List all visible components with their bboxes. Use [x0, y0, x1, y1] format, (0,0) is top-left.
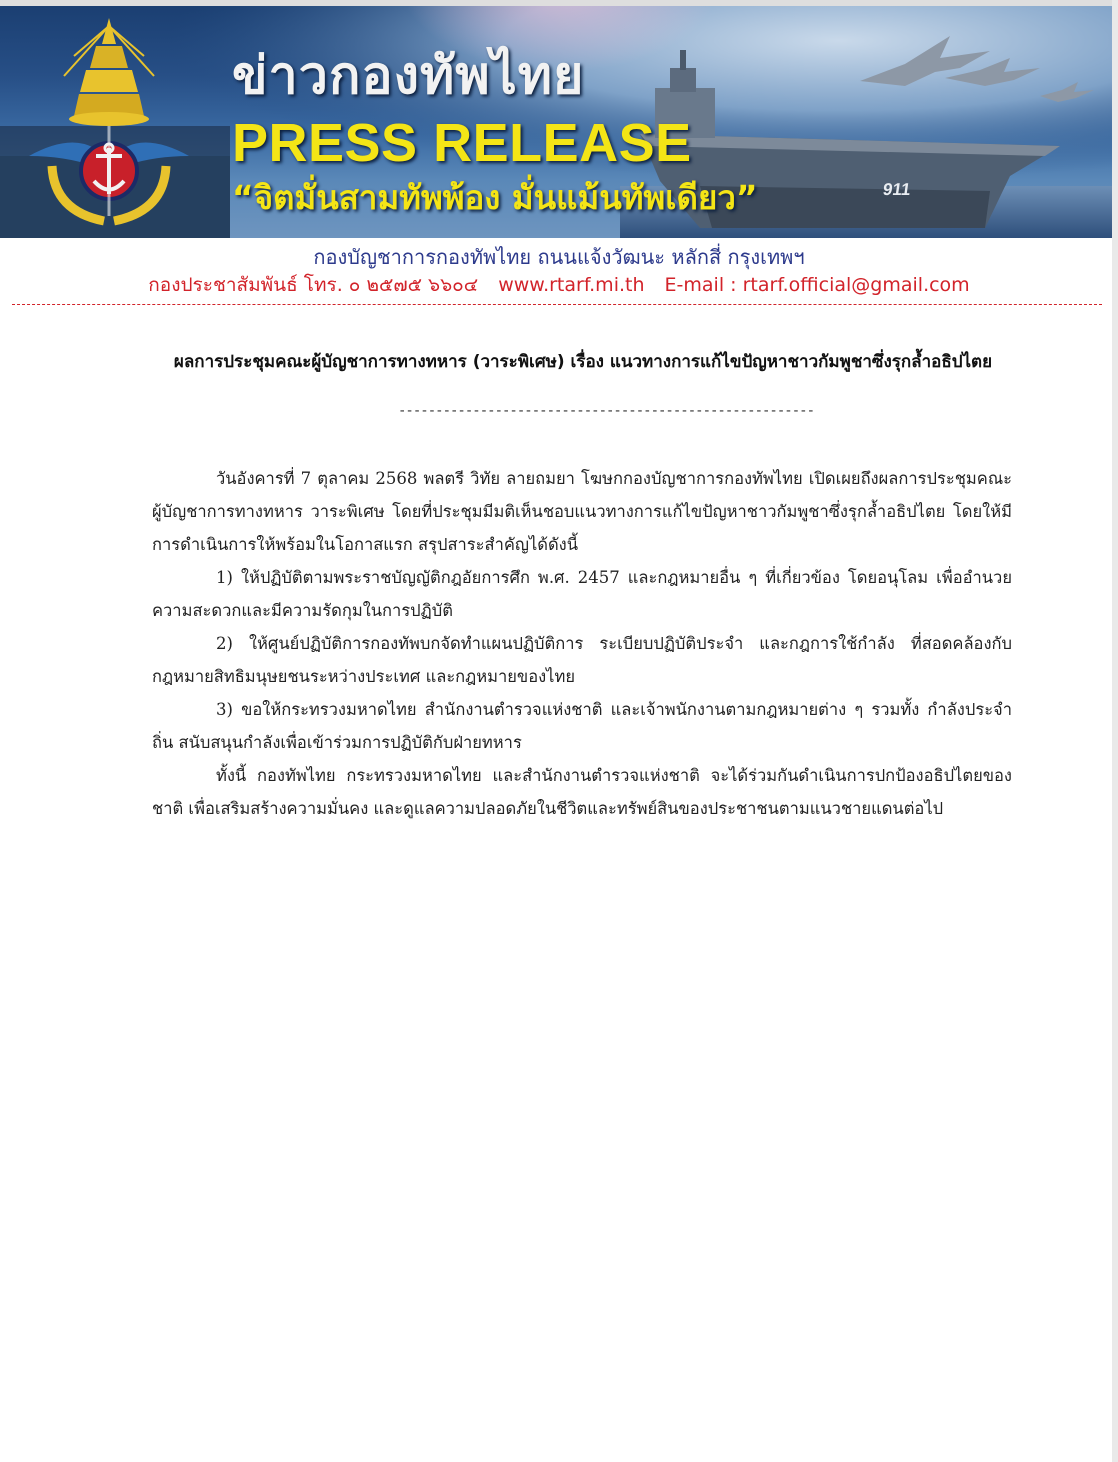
press-release-banner [0, 6, 1118, 238]
pr-phone: กองประชาสัมพันธ์ โทร. ๐ ๒๕๗๕ ๖๖๐๔ [148, 274, 479, 296]
website-link[interactable]: www.rtarf.mi.th [498, 274, 645, 296]
contact-line [0, 276, 1118, 295]
document-body [152, 462, 1012, 825]
banner-motto: “จิตมั่นสามทัพพ้อง มั่นแม้นทัพเดียว” [232, 178, 758, 217]
email-link[interactable]: E-mail : rtarf.official@gmail.com [664, 274, 970, 296]
list-item: 2) ให้ศูนย์ปฏิบัติการกองทัพบกจัดทำแผนปฏิบัติการ ระเบียบปฏิบัติประจำ และกฎการใช้กำลัง ที่สอดคล้องกับกฎหมายสิทธิมนุษยชนระหว่างประเทศ และกฎหมายของไทย [152, 634, 1012, 686]
ship-number: 911 [881, 180, 912, 199]
document-title: ผลการประชุมคณะผู้บัญชาการทางทหาร (วาระพิเศษ) เรื่อง แนวทางการแก้ไขปัญหาชาวกัมพูชาซึ่งรุกล้ำอธิปไตย [173, 352, 993, 372]
rtarf-emblem-icon [24, 16, 194, 231]
address-line: กองบัญชาการกองทัพไทย ถนนแจ้งวัฒนะ หลักสี่ กรุงเทพฯ [313, 245, 805, 269]
banner-title-english: PRESS RELEASE [232, 113, 692, 173]
intro-paragraph: วันอังคารที่ 7 ตุลาคม 2568 พลตรี วิทัย ลายถมยา โฆษกกองบัญชาการกองทัพไทย เปิดเผยถึงผลการประชุมคณะผู้บัญชาการทางทหาร วาระพิเศษ โดยที่ประชุมมีมติเห็นชอบแนวทางการแก้ไขปัญหาชาวกัมพูชาซึ่งรุกล้ำอธิปไตย โดยให้มีการดำเนินการให้พร้อมในโอกาสแรก สรุปสาระสำคัญได้ดังนี้ [152, 469, 1012, 554]
title-separator: -------------------------------------------------------- [398, 403, 815, 419]
list-item: 3) ขอให้กระทรวงมหาดไทย สำนักงานตำรวจแห่งชาติ และเจ้าพนักงานตามกฎหมายต่าง ๆ รวมทั้ง กำลังประจำถิ่น สนับสนุนกำลังเพื่อเข้าร่วมการปฏิบัติกับฝ่ายทหาร [152, 700, 1012, 752]
page-edge [1112, 0, 1118, 1462]
header-divider [12, 304, 1102, 305]
list-item: 1) ให้ปฏิบัติตามพระราชบัญญัติกฎอัยการศึก พ.ศ. 2457 และกฎหมายอื่น ๆ ที่เกี่ยวข้อง โดยอนุโลม เพื่ออำนวยความสะดวกและมีความรัดกุมในการปฏิบัติ [152, 568, 1012, 620]
conclusion-paragraph: ทั้งนี้ กองทัพไทย กระทรวงมหาดไทย และสำนักงานตำรวจแห่งชาติ จะได้ร่วมกันดำเนินการปกป้องอธิปไตยของชาติ เพื่อเสริมสร้างความมั่นคง และดูแลความปลอดภัยในชีวิตและทรัพย์สินของประชาชนตามแนวชายแดนต่อไป [152, 766, 1012, 818]
banner-title-thai: ข่าวกองทัพไทย [232, 46, 585, 106]
